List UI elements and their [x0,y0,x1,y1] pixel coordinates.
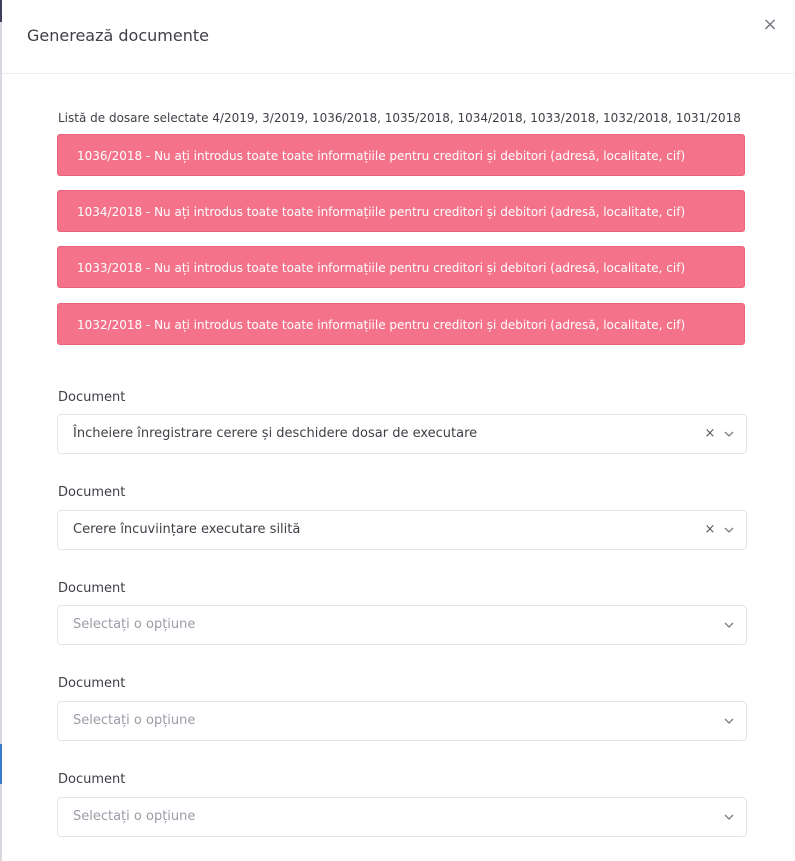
modal-title: Generează documente [27,26,209,45]
chevron-down-icon[interactable] [722,523,736,537]
modal-header [2,0,795,74]
alert-danger: 1033/2018 - Nu ați introdus toate toate informațiile pentru creditori și debitori (adresă, localitate, cif) [57,246,745,288]
select-placeholder: Selectați o opțiune [73,809,196,824]
document-label: Document [58,581,126,596]
chevron-down-icon[interactable] [722,714,736,728]
chevron-down-icon[interactable] [722,427,736,441]
document-select[interactable] [57,701,747,741]
document-label: Document [58,676,126,691]
chevron-down-icon[interactable] [722,618,736,632]
select-value: Încheiere înregistrare cerere și deschidere dosar de executare [73,426,478,441]
clear-icon[interactable]: × [704,426,716,441]
document-label: Document [58,772,126,787]
document-label: Document [58,390,126,405]
close-icon[interactable]: × [762,14,778,35]
document-select[interactable] [57,414,747,454]
clear-icon[interactable]: × [704,522,716,537]
chevron-down-icon[interactable] [722,810,736,824]
generate-documents-modal [2,0,795,861]
document-select[interactable] [57,605,747,645]
alert-danger: 1034/2018 - Nu ați introdus toate toate informațiile pentru creditori și debitori (adresă, localitate, cif) [57,190,745,232]
document-select[interactable] [57,797,747,837]
alert-danger: 1036/2018 - Nu ați introdus toate toate informațiile pentru creditori și debitori (adresă, localitate, cif) [57,134,745,176]
document-label: Document [58,485,126,500]
select-placeholder: Selectați o opțiune [73,617,196,632]
selected-files-list: Listă de dosare selectate 4/2019, 3/2019, 1036/2018, 1035/2018, 1034/2018, 1033/2018, 1032/2018, 1031/2018 [58,111,741,125]
select-placeholder: Selectați o opțiune [73,713,196,728]
select-value: Cerere încuviințare executare silită [73,522,301,537]
alert-danger: 1032/2018 - Nu ați introdus toate toate informațiile pentru creditori și debitori (adresă, localitate, cif) [57,303,745,345]
document-select[interactable] [57,510,747,550]
